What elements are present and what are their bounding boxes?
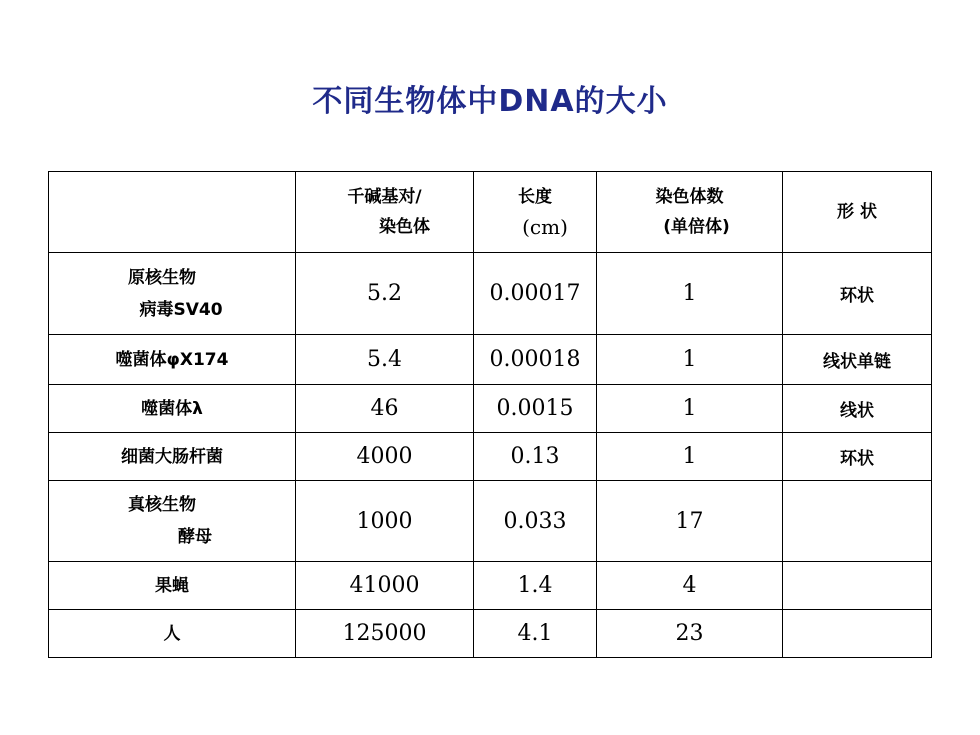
cell-length: 4.1 [474, 610, 597, 658]
cell-chromosomes: 17 [597, 481, 783, 562]
table-row [49, 433, 932, 481]
cell-length: 0.0015 [474, 385, 597, 433]
cell-chromosomes: 4 [597, 562, 783, 610]
row-label-line1: 原核生物 [128, 267, 196, 288]
header-cell-empty [49, 172, 296, 253]
table-row [49, 253, 932, 335]
table-row [49, 385, 932, 433]
cell-chromosomes: 1 [597, 385, 783, 433]
header-cell-chromosomes [597, 172, 783, 253]
row-label: 果蝇 [49, 562, 296, 610]
cell-kb: 46 [296, 385, 474, 433]
cell-chromosomes: 23 [597, 610, 783, 658]
row-label: 细菌大肠杆菌 [49, 433, 296, 481]
cell-kb: 5.4 [296, 335, 474, 385]
table-header-row [49, 172, 932, 253]
header-length-line1: 长度 [518, 187, 552, 207]
cell-shape: 线状 [783, 385, 932, 433]
table-row [49, 562, 932, 610]
cell-kb: 5.2 [296, 253, 474, 335]
cell-shape: 环状 [783, 253, 932, 335]
row-label [49, 253, 296, 335]
header-cell-kb [296, 172, 474, 253]
cell-kb: 41000 [296, 562, 474, 610]
cell-shape [783, 481, 932, 562]
row-label: 人 [49, 610, 296, 658]
header-cell-shape: 形 状 [783, 172, 932, 253]
page-title: 不同生物体中DNA的大小 [312, 84, 668, 119]
cell-kb: 125000 [296, 610, 474, 658]
cell-length: 0.00017 [474, 253, 597, 335]
row-label: 噬菌体φX174 [49, 335, 296, 385]
cell-kb: 4000 [296, 433, 474, 481]
dna-size-table [48, 171, 932, 658]
cell-shape [783, 610, 932, 658]
header-kb-line1: 千碱基对/ [347, 187, 422, 207]
header-kb-line2: 染色体 [379, 217, 430, 237]
cell-kb: 1000 [296, 481, 474, 562]
row-label-line2: 病毒SV40 [139, 299, 223, 320]
cell-length: 0.00018 [474, 335, 597, 385]
header-cell-length [474, 172, 597, 253]
table-row [49, 335, 932, 385]
header-chromosomes-line2: (单倍体) [663, 217, 730, 237]
row-label: 噬菌体λ [49, 385, 296, 433]
row-label [49, 481, 296, 562]
cell-shape: 环状 [783, 433, 932, 481]
row-label-line1: 真核生物 [128, 495, 196, 515]
cell-chromosomes: 1 [597, 335, 783, 385]
cell-length: 1.4 [474, 562, 597, 610]
cell-length: 0.033 [474, 481, 597, 562]
row-label-line2: 酵母 [178, 527, 212, 547]
table-row [49, 610, 932, 658]
cell-length: 0.13 [474, 433, 597, 481]
table-row [49, 481, 932, 562]
header-chromosomes-line1: 染色体数 [655, 187, 724, 207]
cell-chromosomes: 1 [597, 253, 783, 335]
cell-shape: 线状单链 [783, 335, 932, 385]
cell-chromosomes: 1 [597, 433, 783, 481]
header-length-line2: (cm) [522, 215, 568, 239]
cell-shape [783, 562, 932, 610]
